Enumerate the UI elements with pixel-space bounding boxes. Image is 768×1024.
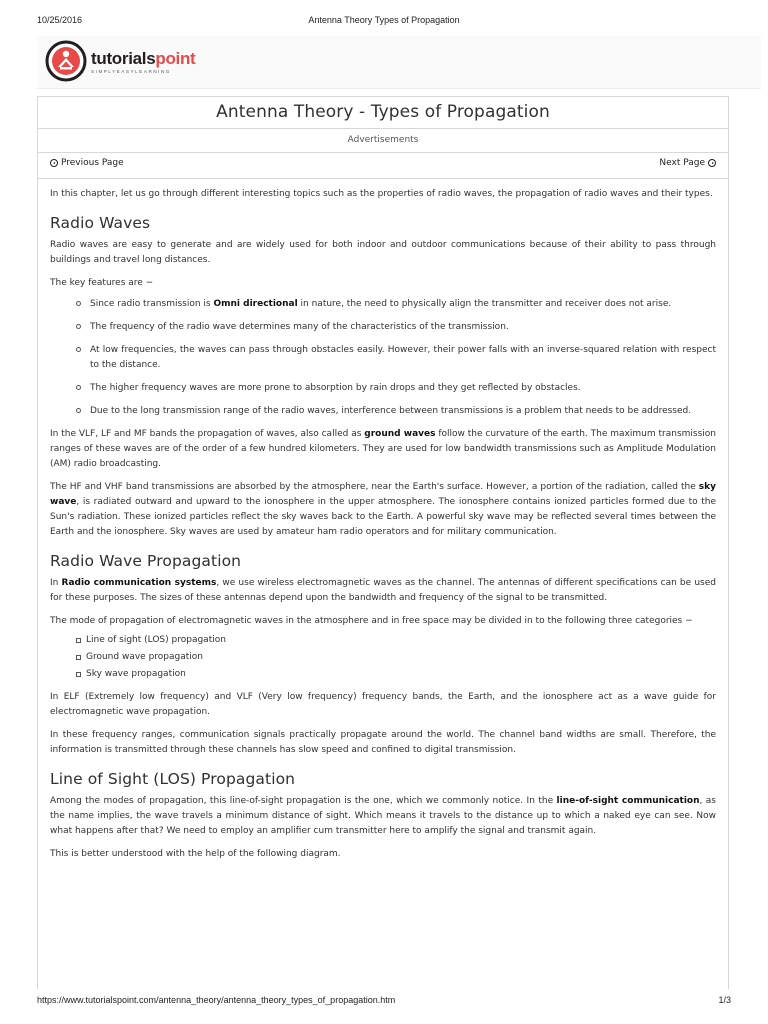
paragraph-radio-communication: In Radio communication systems, we use wireless electromagnetic waves as the channel. The antennas of different specifications can be used for these purposes. The sizes of these antennas depend upon the bandwidth and frequency of the signal to be transmitted. [50, 578, 716, 603]
previous-page-link[interactable] [50, 158, 124, 168]
page-counter: 1/3 [718, 995, 731, 1005]
features-list [50, 297, 716, 419]
page-navigation [50, 156, 716, 178]
next-page-label: Next Page [659, 158, 705, 168]
print-doc-title: Antenna Theory Types of Propagation [308, 15, 460, 25]
paragraph: This is better understood with the help of the following diagram. [50, 849, 341, 859]
site-logo[interactable] [45, 40, 196, 82]
print-footer [37, 995, 731, 1009]
logo-wordmark [91, 50, 195, 74]
paragraph-sky-wave: The HF and VHF band transmissions are absorbed by the atmosphere, near the Earth's surface. However, a portion of the radiation, called the sky wave, is radiated outward and upward to the ionosphere in the upper atmosphere. The ionosphere contains ionized particles formed due to the Sun's radiation. These ionized particles reflect the sky waves back to the Earth. A powerful sky wave may be reflected several times between the Earth and the ionosphere. Sky waves are used by amateur ham radio operators and for military communication. [50, 482, 716, 537]
list-item: The higher frequency waves are more prone to absorption by rain drops and they get reflected by obstacles. [74, 381, 716, 396]
page-title: Antenna Theory - Types of Propagation [216, 102, 550, 122]
paragraph: In ELF (Extremely low frequency) and VLF (Very low frequency) frequency bands, the Earth, and the ionosphere act as a wave guide for electromagnetic wave propagation. [50, 692, 716, 717]
section-heading-los-propagation: Line of Sight (LOS) Propagation [50, 770, 296, 788]
print-date: 10/25/2016 [37, 15, 83, 25]
list-item: Since radio transmission is Omni directional in nature, the need to physically align the transmitter and receiver does not arise. [74, 297, 716, 312]
site-header [37, 36, 761, 89]
logo-mark-icon [45, 40, 87, 82]
next-page-link[interactable] [659, 158, 716, 168]
intro-paragraph: In this chapter, let us go through different interesting topics such as the properties of radio waves, the propagation of radio waves and their types. [50, 189, 713, 199]
logo-tagline: SIMPLYEASYLEARNING [91, 69, 171, 74]
list-item: The frequency of the radio wave determines many of the characteristics of the transmission. [74, 320, 716, 335]
list-item: Due to the long transmission range of the radio waves, interference between transmissions is a problem that needs to be addressed. [74, 404, 716, 419]
paragraph: Radio waves are easy to generate and are widely used for both indoor and outdoor communications because of their ability to pass through buildings and travel long distances. [50, 240, 716, 265]
paragraph-los: Among the modes of propagation, this line-of-sight propagation is the one, which we commonly notice. In the line-of-sight communication, as the name implies, the wave travels a minimum distance of sight. Which means it travels to the distance up to which a naked eye can see. Now what happens after that? We need to employ an amplifier cum transmitter here to amplify the signal and transmit again. [50, 796, 716, 836]
article-container [37, 96, 729, 989]
logo-name [91, 50, 195, 68]
list-item: At low frequencies, the waves can pass through obstacles easily. However, their power falls with an inverse-squared relation with respect to the distance. [74, 343, 716, 373]
page-url: https://www.tutorialspoint.com/antenna_theory/antenna_theory_types_of_propagation.htm [37, 995, 396, 1005]
divider [38, 178, 728, 179]
paragraph-ground-waves: In the VLF, LF and MF bands the propagation of waves, also called as ground waves follow the curvature of the earth. The maximum transmission ranges of these waves are of the order of a few hundred kilometers. They are used for low bandwidth transmissions such as Amplitude Modulation (AM) radio broadcasting. [50, 429, 716, 469]
section-heading-radio-wave-propagation: Radio Wave Propagation [50, 552, 242, 570]
circle-arrow-right-icon [708, 159, 716, 167]
advertisements-label: Advertisements [38, 128, 728, 153]
logo-name-part2: point [155, 49, 196, 68]
list-item: Ground wave propagation [76, 650, 716, 665]
paragraph: The mode of propagation of electromagnetic waves in the atmosphere and in free space may be divided in to the following three categories − [50, 616, 693, 626]
propagation-categories-list [50, 633, 716, 682]
previous-page-label: Previous Page [61, 158, 124, 168]
logo-name-part1: tutorials [91, 49, 156, 68]
circle-arrow-left-icon [50, 159, 58, 167]
paragraph: The key features are − [50, 278, 154, 288]
list-item: Sky wave propagation [76, 667, 716, 682]
list-item: Line of sight (LOS) propagation [76, 633, 716, 648]
print-header [37, 15, 731, 29]
section-heading-radio-waves: Radio Waves [50, 214, 151, 232]
paragraph: In these frequency ranges, communication signals practically propagate around the world. The channel band widths are small. Therefore, the information is transmitted through these channels has slow speed and confined to digital transmission. [50, 730, 716, 755]
